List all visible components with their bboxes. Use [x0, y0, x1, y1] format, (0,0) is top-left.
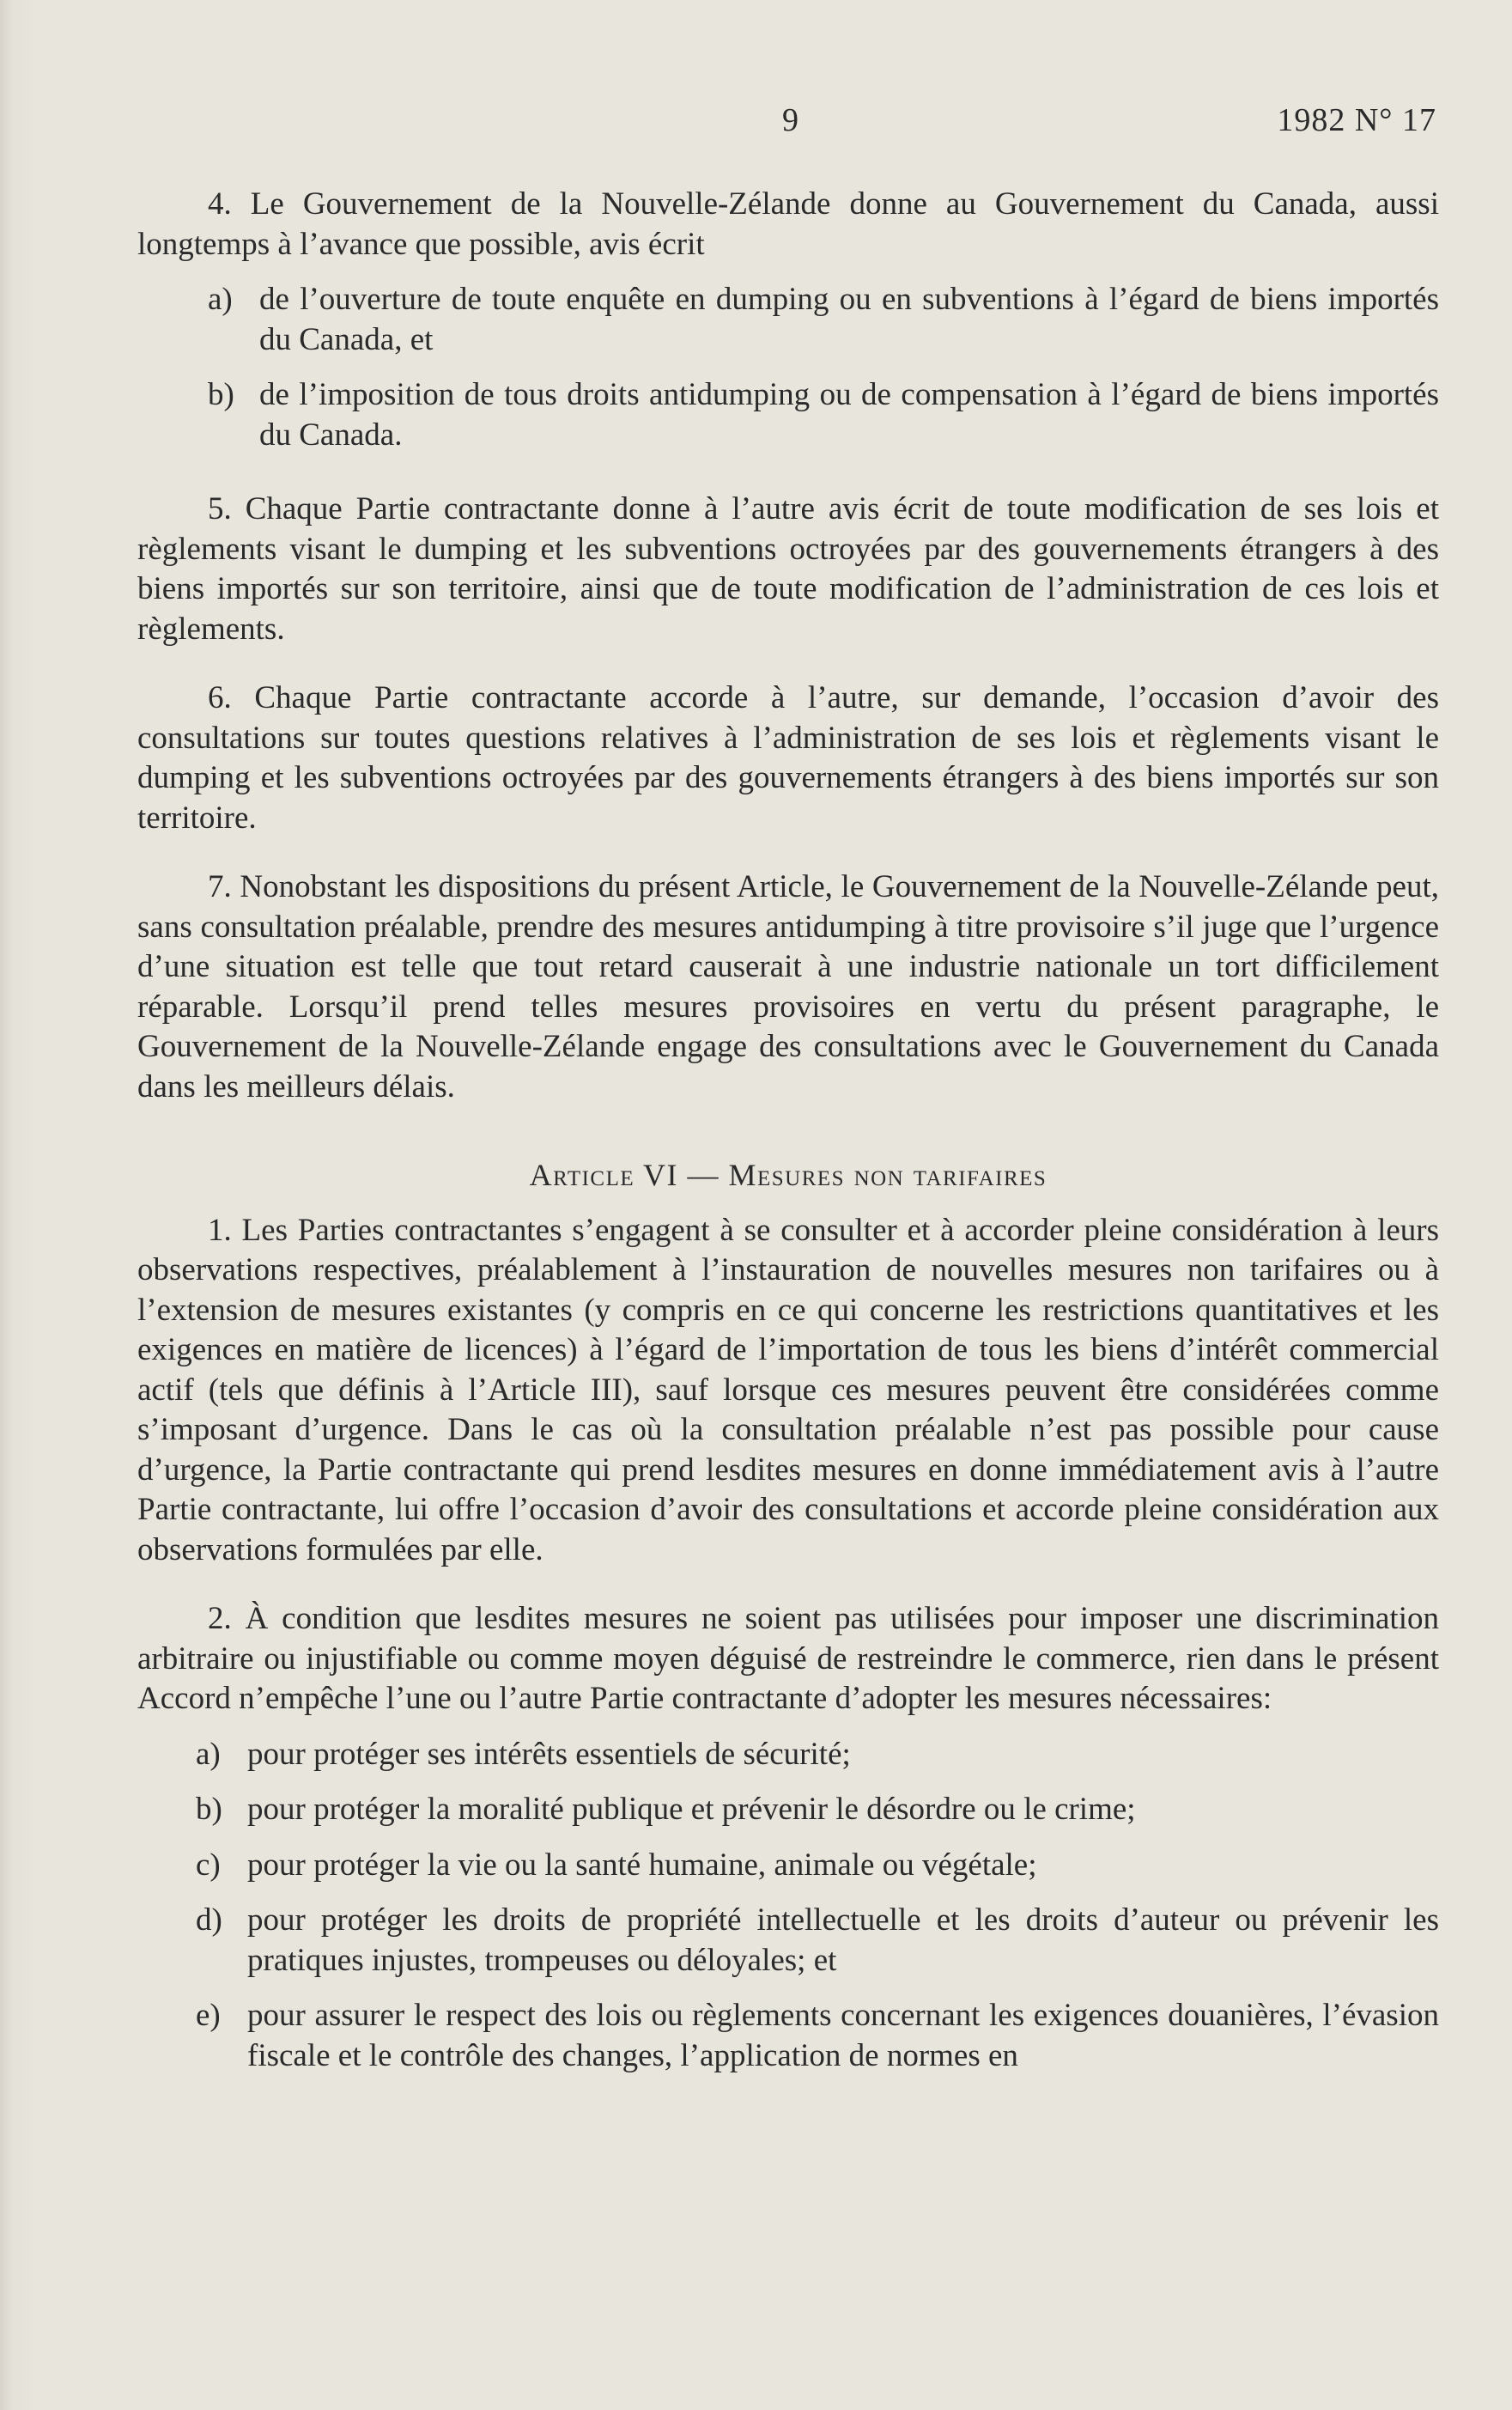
- list-item-text: pour protéger la moralité publique et prévenir le désordre ou le crime;: [247, 1792, 1136, 1827]
- page-number: 9: [782, 102, 799, 138]
- list-item-letter: c): [196, 1847, 221, 1883]
- paragraph-7: 7. Nonobstant les dispositions du présent Article, le Gouvernement de la Nouvelle-Zélande peut, sans consultation préalable, prendre des mesures antidumping à titre provisoire s’il juge que l’urgence d’une situation est telle que tout retard causerait à une industrie nationale un tort difficilement réparable. Lorsqu’il prend telles mesures provisoires en vertu du présent paragraphe, le Gouvernement de la Nouvelle-Zélande engage des consultations avec le Gouvernement du Canada dans les meilleurs délais.: [137, 869, 1439, 1105]
- document-reference: 1982 N° 17: [1277, 102, 1436, 138]
- list-item-letter: b): [196, 1792, 222, 1827]
- list-item: [196, 1901, 1439, 1981]
- list-item-text: de l’ouverture de toute enquête en dumping ou en subventions à l’égard de biens importés du Canada, et: [259, 282, 1439, 357]
- list-item-text: pour protéger les droits de propriété intellectuelle et les droits d’auteur ou prévenir les pratiques injustes, trompeuses ou déloyales; et: [247, 1902, 1439, 1978]
- article-paragraph-2: 2. À condition que lesdites mesures ne soient pas utilisées pour imposer une discrimination arbitraire ou injustifiable ou comme moyen déguisé de restreindre le commerce, rien dans le présent Accord n’empêche l’une ou l’autre Partie contractante d’adopter les mesures nécessaires:: [137, 1601, 1439, 1716]
- paragraph-5: 5. Chaque Partie contractante donne à l’autre avis écrit de toute modification de ses lois et règlements visant le dumping et les subventions octroyées par des gouvernements étrangers à des biens importés sur son territoire, ainsi que de toute modification de l’administration de ces lois et règlements.: [137, 491, 1439, 647]
- list-item-text: pour assurer le respect des lois ou règlements concernant les exigences douanières, l’évasion fiscale et le contrôle des changes, l’application de normes en: [247, 1998, 1439, 2073]
- list-item-letter: a): [196, 1736, 221, 1772]
- article-heading: Article VI — Mesures non tarifaires: [529, 1158, 1047, 1192]
- list-item: [196, 1996, 1439, 2076]
- article-paragraph-2-list: [137, 1735, 1439, 2077]
- list-item-letter: a): [208, 282, 233, 317]
- list-item-letter: e): [196, 1998, 221, 2033]
- paragraph-4: 4. Le Gouvernement de la Nouvelle-Zélande donne au Gouvernement du Canada, aussi longtemps à l’avance que possible, avis écrit: [137, 186, 1439, 262]
- list-item-letter: d): [196, 1902, 222, 1938]
- paragraph-4-list: [137, 280, 1439, 455]
- list-item: [196, 1735, 1439, 1775]
- list-item: [196, 1790, 1439, 1830]
- list-item-text: pour protéger ses intérêts essentiels de sécurité;: [247, 1736, 851, 1772]
- paragraph-6: 6. Chaque Partie contractante accorde à l’autre, sur demande, l’occasion d’avoir des consultations sur toutes questions relatives à l’administration de ses lois et règlements visant le dumping et les subventions octroyées par des gouvernements étrangers à des biens importés sur son territoire.: [137, 680, 1439, 836]
- list-item-text: pour protéger la vie ou la santé humaine, animale ou végétale;: [247, 1847, 1037, 1883]
- list-item-text: de l’imposition de tous droits antidumping ou de compensation à l’égard de biens importés du Canada.: [259, 377, 1439, 453]
- list-item: [208, 375, 1439, 455]
- page-body: [137, 185, 1439, 2091]
- list-item: [208, 280, 1439, 360]
- list-item: [196, 1846, 1439, 1886]
- article-paragraph-1: 1. Les Parties contractantes s’engagent à se consulter et à accorder pleine considération à leurs observations respectives, préalablement à l’instauration de nouvelles mesures non tarifaires ou à l’extension de mesures existantes (y compris en ce qui concerne les restrictions quantitatives et les exigences en matière de licences) à l’égard de l’importation de tous les biens d’intérêt commercial actif (tels que définis à l’Article III), sauf lorsque ces mesures peuvent être considérées comme s’imposant d’urgence. Dans le cas où la consultation préalable n’est pas possible pour cause d’urgence, la Partie contractante qui prend lesdites mesures en donne immédiatement avis à l’autre Partie contractante, lui offre l’occasion d’avoir des consultations et accorde pleine considération aux observations formulées par elle.: [137, 1212, 1439, 1567]
- list-item-letter: b): [208, 377, 234, 412]
